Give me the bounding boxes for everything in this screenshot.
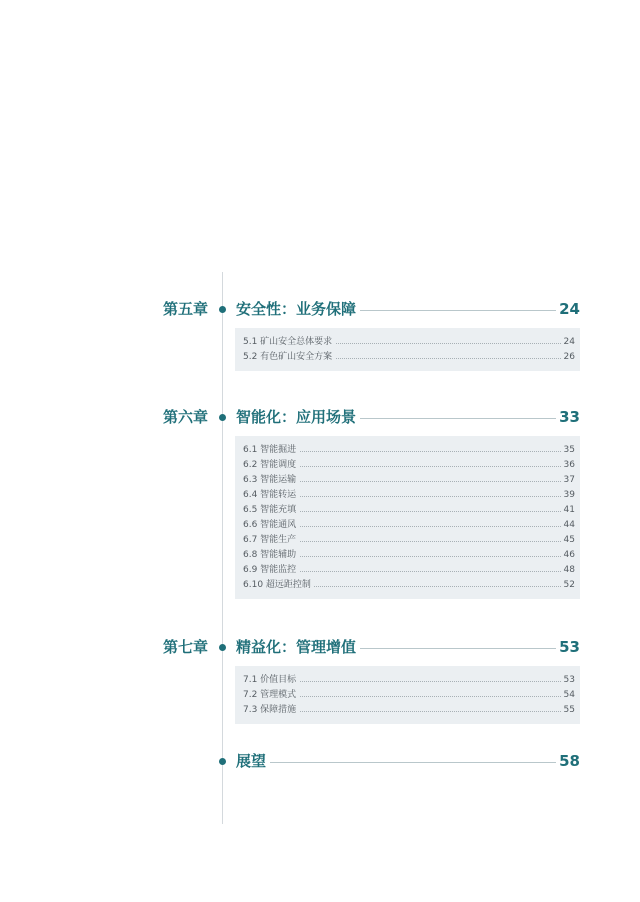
section-title: 7.1 价值目标 [243,673,299,688]
section-page-number: 44 [561,518,575,533]
chapter-label: 第七章 [162,638,208,656]
toc-section-item[interactable] [243,503,575,518]
section-title: 7.3 保障措施 [243,703,299,718]
chapter-title[interactable]: 安全性：业务保障 [236,299,360,319]
leader-line [240,762,560,763]
section-title: 5.2 有色矿山安全方案 [243,350,335,365]
section-page-number: 53 [561,673,575,688]
section-page-number: 48 [561,563,575,578]
bullet-dot-icon [219,414,226,421]
section-page-number: 52 [561,578,575,593]
section-title: 6.5 智能充填 [243,503,299,518]
section-page-number: 35 [561,443,575,458]
toc-section-item[interactable] [243,533,575,548]
chapter-title[interactable]: 精益化：管理增值 [236,637,360,657]
section-page-number: 46 [561,548,575,563]
bullet-dot-icon [219,644,226,651]
toc-section-item[interactable] [243,563,575,578]
section-title: 7.2 管理模式 [243,688,299,703]
chapter-page-number: 33 [556,407,580,427]
section-page-number: 41 [561,503,575,518]
section-page-number: 45 [561,533,575,548]
chapter-title[interactable]: 智能化：应用场景 [236,407,360,427]
toc-section-item[interactable] [243,488,575,503]
toc-section-item[interactable] [243,350,575,365]
section-list-box [235,328,580,371]
section-page-number: 24 [561,335,575,350]
section-page-number: 37 [561,473,575,488]
toc-section-item[interactable] [243,578,575,593]
toc-section-item[interactable] [243,443,575,458]
section-page-number: 39 [561,488,575,503]
chapter-title[interactable]: 展望 [236,751,270,771]
section-title: 6.10 超远距控制 [243,578,314,593]
toc-section-item[interactable] [243,473,575,488]
section-title: 5.1 矿山安全总体要求 [243,335,335,350]
chapter-label: 第六章 [162,408,208,426]
toc-section-item[interactable] [243,518,575,533]
section-page-number: 55 [561,703,575,718]
toc-section-item[interactable] [243,335,575,350]
toc-timeline-line [222,272,223,824]
section-title: 6.8 智能辅助 [243,548,299,563]
bullet-dot-icon [219,306,226,313]
bullet-dot-icon [219,758,226,765]
section-title: 6.3 智能运输 [243,473,299,488]
chapter-page-number: 58 [556,751,580,771]
section-title: 6.4 智能转运 [243,488,299,503]
section-page-number: 36 [561,458,575,473]
section-title: 6.2 智能调度 [243,458,299,473]
section-title: 6.1 智能掘进 [243,443,299,458]
chapter-page-number: 53 [556,637,580,657]
toc-section-item[interactable] [243,458,575,473]
section-title: 6.6 智能通风 [243,518,299,533]
section-page-number: 26 [561,350,575,365]
section-title: 6.7 智能生产 [243,533,299,548]
toc-section-item[interactable] [243,548,575,563]
section-page-number: 54 [561,688,575,703]
toc-section-item[interactable] [243,688,575,703]
section-list-box [235,666,580,724]
chapter-page-number: 24 [556,299,580,319]
section-list-box [235,436,580,599]
toc-section-item[interactable] [243,673,575,688]
section-title: 6.9 智能监控 [243,563,299,578]
chapter-label: 第五章 [162,300,208,318]
toc-section-item[interactable] [243,703,575,718]
